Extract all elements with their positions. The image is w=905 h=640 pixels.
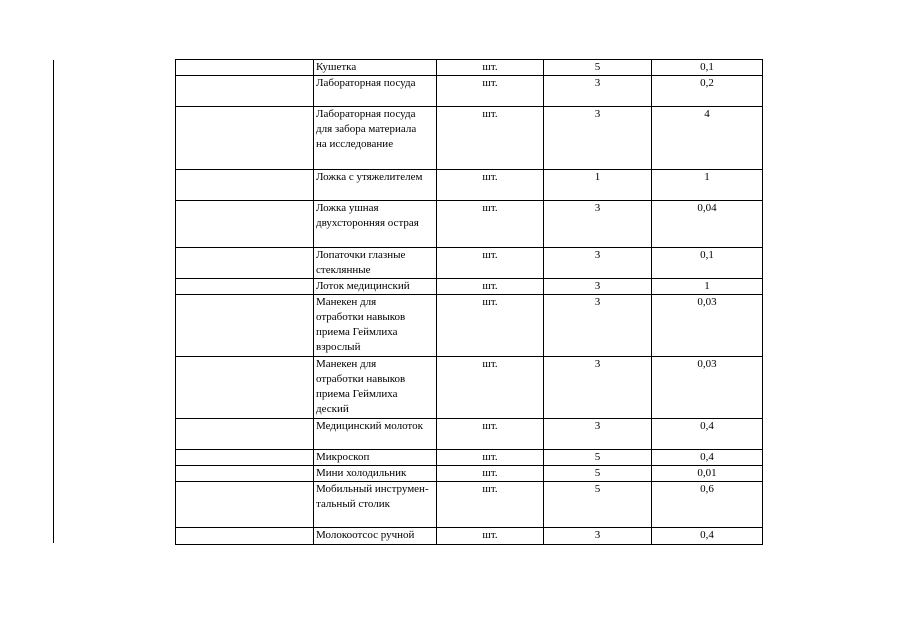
unit-text: шт. xyxy=(482,280,498,292)
value-text: 0,2 xyxy=(700,77,714,89)
quantity-text: 5 xyxy=(594,61,601,73)
value-cell xyxy=(652,76,763,107)
empty-cell xyxy=(176,482,314,528)
quantity-text: 3 xyxy=(594,296,601,308)
unit-cell xyxy=(437,201,544,248)
item-name-cell xyxy=(314,279,437,295)
empty-cell xyxy=(176,201,314,248)
value-cell xyxy=(652,482,763,528)
quantity-cell xyxy=(544,170,652,201)
quantity-cell xyxy=(544,419,652,450)
item-name-text: Лабораторная посуда xyxy=(316,77,416,89)
item-name-cell xyxy=(314,419,437,450)
unit-text: шт. xyxy=(482,108,498,120)
value-cell xyxy=(652,528,763,545)
item-name-cell xyxy=(314,482,437,528)
item-name-text: Медицинский молоток xyxy=(316,420,423,432)
unit-cell xyxy=(437,60,544,76)
item-name-text: Мини холодильник xyxy=(316,467,407,479)
item-name-text: Лабораторная посуда для забора материала на исследование xyxy=(316,108,417,150)
quantity-cell xyxy=(544,279,652,295)
table-row xyxy=(176,170,763,201)
value-cell xyxy=(652,201,763,248)
value-text: 0,6 xyxy=(700,483,714,495)
item-name-cell xyxy=(314,170,437,201)
item-name-cell xyxy=(314,450,437,466)
empty-cell xyxy=(176,528,314,545)
quantity-text: 3 xyxy=(594,529,601,541)
quantity-cell xyxy=(544,450,652,466)
value-text: 1 xyxy=(704,280,710,292)
unit-text: шт. xyxy=(482,483,498,495)
value-cell xyxy=(652,295,763,357)
item-name-text: Манекен для отработки навыков приема Геймлиха взрослый xyxy=(316,296,406,353)
unit-cell xyxy=(437,295,544,357)
table-row xyxy=(176,357,763,419)
unit-cell xyxy=(437,107,544,170)
quantity-cell xyxy=(544,482,652,528)
unit-text: шт. xyxy=(482,296,498,308)
quantity-cell xyxy=(544,248,652,279)
quantity-cell xyxy=(544,107,652,170)
unit-text: шт. xyxy=(482,451,498,463)
quantity-text: 5 xyxy=(594,467,601,479)
unit-text: шт. xyxy=(482,249,498,261)
item-name-cell xyxy=(314,295,437,357)
table-row xyxy=(176,201,763,248)
value-text: 0,1 xyxy=(700,249,714,261)
unit-cell xyxy=(437,482,544,528)
unit-cell xyxy=(437,419,544,450)
item-name-text: Лоток медицинский xyxy=(316,280,410,292)
table-row xyxy=(176,295,763,357)
table-row xyxy=(176,450,763,466)
quantity-cell xyxy=(544,76,652,107)
item-name-text: Манекен для отработки навыков приема Геймлиха деский xyxy=(316,358,406,415)
table-row xyxy=(176,248,763,279)
item-name-cell xyxy=(314,528,437,545)
value-cell xyxy=(652,60,763,76)
value-text: 0,1 xyxy=(700,61,714,73)
value-cell xyxy=(652,450,763,466)
item-name-cell xyxy=(314,201,437,248)
unit-text: шт. xyxy=(482,61,498,73)
value-text: 0,04 xyxy=(697,202,717,214)
quantity-cell xyxy=(544,466,652,482)
quantity-text: 3 xyxy=(594,280,601,292)
value-cell xyxy=(652,279,763,295)
unit-cell xyxy=(437,170,544,201)
empty-cell xyxy=(176,60,314,76)
empty-cell xyxy=(176,76,314,107)
value-text: 0,4 xyxy=(700,451,714,463)
unit-text: шт. xyxy=(482,467,498,479)
table-row xyxy=(176,107,763,170)
table-row xyxy=(176,466,763,482)
value-text: 1 xyxy=(704,171,710,183)
empty-cell xyxy=(176,170,314,201)
value-text: 0,03 xyxy=(697,296,717,308)
quantity-text: 3 xyxy=(594,249,601,261)
item-name-cell xyxy=(314,60,437,76)
item-name-text: Молокоотсос ручной xyxy=(316,529,415,541)
unit-cell xyxy=(437,466,544,482)
unit-text: шт. xyxy=(482,77,498,89)
unit-cell xyxy=(437,357,544,419)
equipment-table-body xyxy=(176,60,763,545)
unit-cell xyxy=(437,76,544,107)
table-row xyxy=(176,76,763,107)
value-text: 0,4 xyxy=(700,529,714,541)
item-name-cell xyxy=(314,248,437,279)
empty-cell xyxy=(176,107,314,170)
page-margin-line xyxy=(53,60,54,543)
value-cell xyxy=(652,107,763,170)
quantity-text: 3 xyxy=(594,108,601,120)
quantity-text: 3 xyxy=(594,77,601,89)
quantity-text: 3 xyxy=(594,202,601,214)
value-cell xyxy=(652,170,763,201)
unit-text: шт. xyxy=(482,420,498,432)
empty-cell xyxy=(176,357,314,419)
quantity-cell xyxy=(544,60,652,76)
unit-text: шт. xyxy=(482,171,498,183)
value-text: 4 xyxy=(704,108,710,120)
unit-cell xyxy=(437,248,544,279)
item-name-cell xyxy=(314,466,437,482)
quantity-text: 1 xyxy=(594,171,601,183)
empty-cell xyxy=(176,279,314,295)
quantity-cell xyxy=(544,357,652,419)
empty-cell xyxy=(176,450,314,466)
value-text: 0,03 xyxy=(697,358,717,370)
value-cell xyxy=(652,357,763,419)
value-text: 0,01 xyxy=(697,467,717,479)
table-row xyxy=(176,419,763,450)
unit-cell xyxy=(437,279,544,295)
item-name-text: Ложка с утяжелителем xyxy=(316,171,423,183)
item-name-text: Микроскоп xyxy=(316,451,370,463)
value-cell xyxy=(652,248,763,279)
unit-text: шт. xyxy=(482,358,498,370)
quantity-cell xyxy=(544,528,652,545)
table-row xyxy=(176,279,763,295)
table-row xyxy=(176,60,763,76)
quantity-text: 3 xyxy=(594,420,601,432)
value-cell xyxy=(652,466,763,482)
item-name-cell xyxy=(314,76,437,107)
unit-cell xyxy=(437,528,544,545)
item-name-text: Мобильный инструмен- тальный столик xyxy=(316,483,429,510)
item-name-text: Лопаточки глазные стеклянные xyxy=(316,249,406,276)
empty-cell xyxy=(176,466,314,482)
item-name-cell xyxy=(314,107,437,170)
empty-cell xyxy=(176,248,314,279)
unit-cell xyxy=(437,450,544,466)
quantity-text: 5 xyxy=(594,483,601,495)
quantity-text: 3 xyxy=(594,358,601,370)
table-row xyxy=(176,528,763,545)
empty-cell xyxy=(176,295,314,357)
equipment-table xyxy=(175,59,763,545)
item-name-cell xyxy=(314,357,437,419)
value-cell xyxy=(652,419,763,450)
unit-text: шт. xyxy=(482,202,498,214)
item-name-text: Кушетка xyxy=(316,61,357,73)
empty-cell xyxy=(176,419,314,450)
value-text: 0,4 xyxy=(700,420,714,432)
quantity-cell xyxy=(544,201,652,248)
quantity-cell xyxy=(544,295,652,357)
quantity-text: 5 xyxy=(594,451,601,463)
table-row xyxy=(176,482,763,528)
unit-text: шт. xyxy=(482,529,498,541)
item-name-text: Ложка ушная двухсторонняя острая xyxy=(316,202,419,229)
